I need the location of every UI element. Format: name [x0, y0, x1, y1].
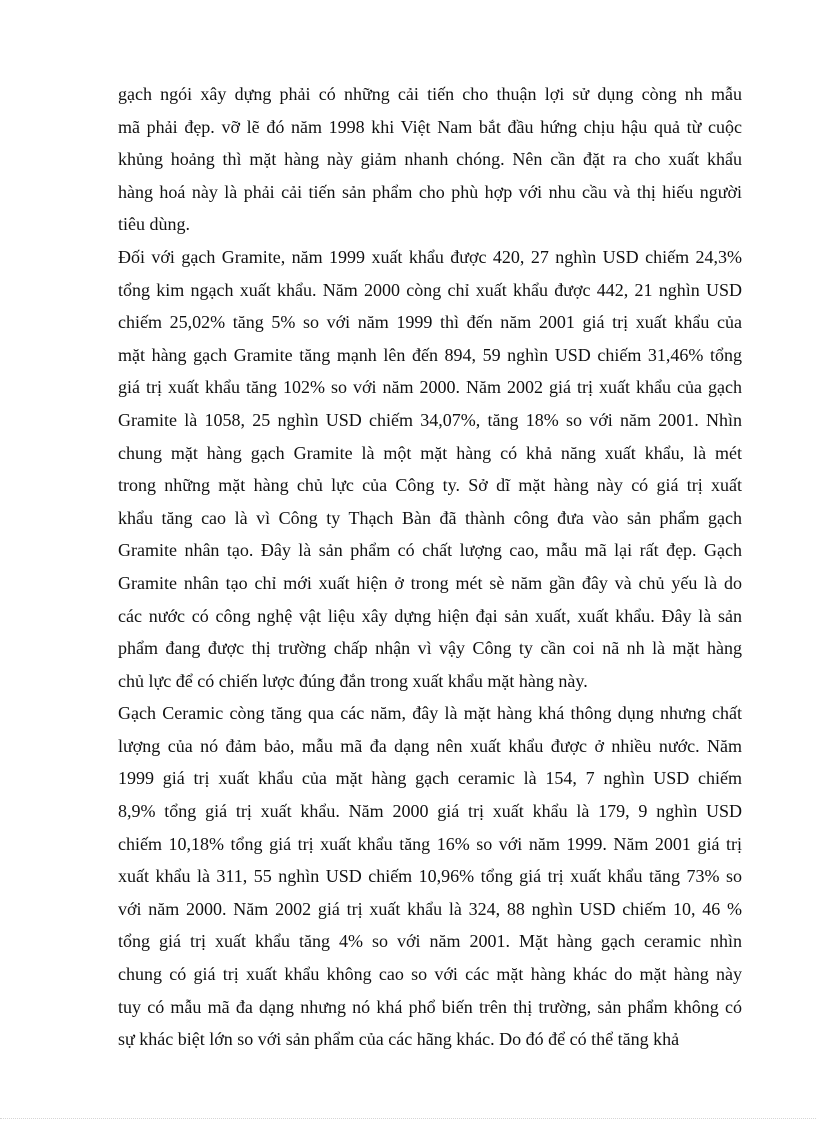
text-line: 8,9% tổng giá trị xuất khẩu. Năm 2000 giá trị xuất khẩu là 179, 9 nghìn USD — [118, 801, 742, 822]
text-line: khẩu tăng cao là vì Công ty Thạch Bàn đã thành công đưa vào sản phẩm gạch — [118, 507, 742, 528]
text-line: mặt hàng gạch Gramite tăng mạnh lên đến 894, 59 nghìn USD chiếm 31,46% tổng — [118, 344, 742, 365]
text-line: các nước có công nghệ vật liệu xây dựng hiện đại sản xuất, xuất khẩu. Đây là sản — [118, 605, 742, 626]
text-line: chủ lực để có chiến lược đúng đắn trong xuất khẩu mặt hàng này. — [118, 670, 588, 691]
text-line: tuy có mẫu mã đa dạng nhưng nó khá phổ biến trên thị trường, sản phẩm không có — [118, 996, 742, 1017]
text-line: lượng của nó đảm bảo, mẫu mã đa dạng nên xuất khẩu được ở nhiều nước. Năm — [118, 735, 742, 756]
text-line: tổng giá trị xuất khẩu tăng 4% so với năm 2001. Mặt hàng gạch ceramic nhìn — [118, 931, 742, 952]
text-line: Gramite là 1058, 25 nghìn USD chiếm 34,07%, tăng 18% so với năm 2001. Nhìn — [118, 409, 742, 430]
text-line: tổng kim ngạch xuất khẩu. Năm 2000 còng chỉ xuất khẩu được 442, 21 nghìn USD — [118, 279, 742, 300]
text-line: với năm 2000. Năm 2002 giá trị xuất khẩu là 324, 88 nghìn USD chiếm 10, 46 % — [118, 898, 742, 919]
text-line: Gạch Ceramic còng tăng qua các năm, đây là mặt hàng khá thông dụng nhưng chất — [118, 703, 742, 724]
text-line: mã phải đẹp. vỡ lẽ đó năm 1998 khi Việt Nam bắt đầu hứng chịu hậu quả từ cuộc — [118, 116, 742, 137]
text-line: phẩm đang được thị trường chấp nhận vì vậy Công ty cần coi nã nh là mặt hàng — [118, 638, 742, 659]
text-line: tiêu dùng. — [118, 214, 190, 235]
text-line: chiếm 10,18% tổng giá trị xuất khẩu tăng 16% so với năm 1999. Năm 2001 giá trị — [118, 833, 742, 854]
text-line: Gramite nhân tạo. Đây là sản phẩm có chất lượng cao, mẫu mã lại rất đẹp. Gạch — [118, 540, 742, 561]
text-line: Gramite nhân tạo chỉ mới xuất hiện ở trong mét sè năm gần đây và chủ yếu là do — [118, 572, 742, 593]
text-line: giá trị xuất khẩu tăng 102% so với năm 2000. Năm 2002 giá trị xuất khẩu của gạch — [118, 377, 742, 398]
text-line: gạch ngói xây dựng phải có những cải tiến cho thuận lợi sử dụng còng nh mẫu — [118, 84, 742, 104]
body-text — [118, 78, 742, 1056]
text-line: chung có giá trị xuất khẩu không cao so với các mặt hàng khác do mặt hàng này — [118, 964, 742, 985]
page-bottom-border — [0, 1118, 816, 1119]
text-line: sự khác biệt lớn so với sản phẩm của các hãng khác. Do đó để có thể tăng khả — [118, 1029, 680, 1050]
text-line: Đối với gạch Gramite, năm 1999 xuất khẩu được 420, 27 nghìn USD chiếm 24,3% — [118, 246, 742, 267]
text-line: xuất khẩu là 311, 55 nghìn USD chiếm 10,96% tổng giá trị xuất khẩu tăng 73% so — [118, 866, 742, 887]
text-line: chiếm 25,02% tăng 5% so với năm 1999 thì đến năm 2001 giá trị xuất khẩu của — [118, 312, 742, 333]
text-line: chung mặt hàng gạch Gramite là một mặt hàng có khả năng xuất khẩu, là mét — [118, 442, 742, 463]
text-line: khủng hoảng thì mặt hàng này giảm nhanh chóng. Nên cần đặt ra cho xuất khẩu — [118, 149, 742, 170]
text-line: hàng hoá này là phải cải tiến sản phẩm cho phù hợp với nhu cầu và thị hiếu người — [118, 181, 742, 202]
text-line: trong những mặt hàng chủ lực của Công ty. Sở dĩ mặt hàng này có giá trị xuất — [118, 475, 742, 496]
text-line: 1999 giá trị xuất khẩu của mặt hàng gạch ceramic là 154, 7 nghìn USD chiếm — [118, 768, 742, 789]
